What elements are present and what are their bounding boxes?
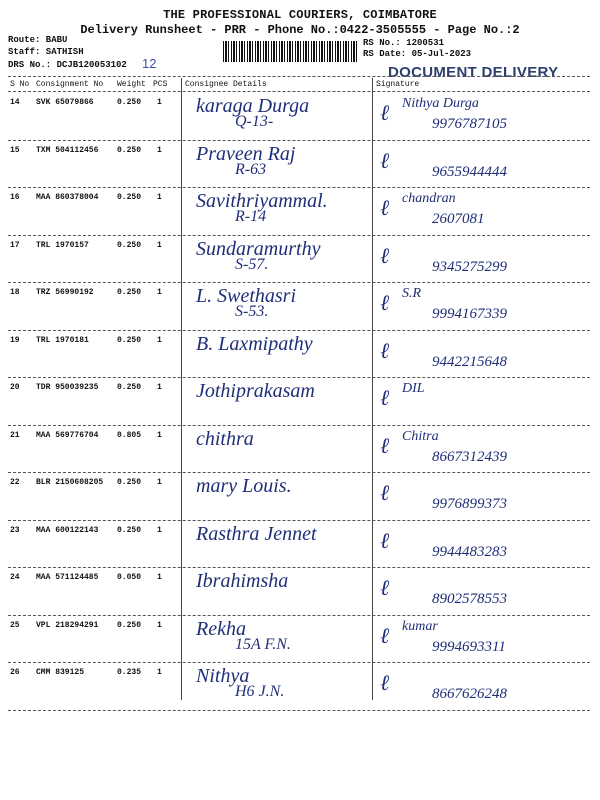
row-separator	[8, 567, 590, 568]
barcode	[223, 41, 358, 62]
row-signature: kumar	[402, 618, 438, 634]
row-sno: 20	[10, 383, 20, 392]
row-pcs: 1	[157, 98, 162, 107]
row-consignee-name: Rasthra Jennet	[196, 522, 317, 545]
row-weight: 0.250	[117, 98, 142, 107]
signature-mark: ℓ	[380, 100, 390, 125]
row-signature: DIL	[402, 381, 425, 396]
row-consignee-name: Savithriyammal.	[196, 190, 328, 212]
row-consignment: MAA 600122143	[36, 525, 99, 535]
row-phone: 8902578553	[432, 591, 507, 607]
row-phone: 9442215648	[432, 353, 507, 370]
row-sno: 21	[10, 430, 20, 440]
rs-number: RS No.: 1200531	[363, 38, 445, 48]
row-weight: 0.050	[117, 573, 142, 582]
row-pcs: 1	[157, 525, 162, 535]
row-sno: 14	[10, 98, 20, 107]
row-sno: 26	[10, 668, 20, 677]
row-consignee-name: Sundaramurthy	[196, 237, 321, 260]
row-consignee-name: karaga Durga	[196, 95, 310, 117]
row-consignee-extra: R-14	[235, 208, 267, 225]
col-pcs: PCS	[153, 80, 168, 89]
signature-mark: ℓ	[380, 195, 390, 220]
row-consignee-extra: S-53.	[235, 303, 269, 320]
row-phone: 8667626248	[432, 686, 507, 702]
row-consignee-name: chithra	[196, 427, 254, 450]
row-consignee-extra: S-57.	[235, 255, 269, 273]
rs-date: RS Date: 05-Jul-2023	[363, 49, 472, 59]
row-sno: 22	[10, 478, 20, 487]
row-consignee-name: Praveen Raj	[196, 142, 296, 165]
row-consignment: TDR 950039235	[36, 383, 99, 392]
row-weight: 0.250	[117, 288, 142, 297]
row-pcs: 1	[157, 430, 162, 440]
row-weight: 0.805	[117, 430, 142, 440]
row-separator	[8, 425, 590, 426]
document-delivery-stamp: DOCUMENT DELIVERY	[388, 64, 559, 81]
row-pcs: 1	[157, 620, 162, 630]
row-signature: chandran	[402, 191, 456, 206]
row-pcs: 1	[157, 240, 162, 250]
row-separator	[8, 330, 590, 331]
row-weight: 0.250	[117, 478, 142, 487]
row-sno: 17	[10, 240, 20, 250]
row-consignee-extra: Q-13-	[235, 113, 274, 130]
signature-mark: ℓ	[380, 622, 390, 648]
signature-mark: ℓ	[380, 480, 390, 505]
row-phone: 9976899373	[432, 496, 507, 512]
row-weight: 0.235	[117, 668, 142, 677]
row-pcs: 1	[157, 573, 162, 582]
drs-number: DRS No.: DCJB120053102	[8, 60, 127, 70]
row-phone: 2607081	[432, 211, 485, 227]
row-consignment: MAA 571124485	[36, 573, 99, 582]
row-consignment: TRL 1970181	[36, 335, 89, 345]
row-phone: 9994167339	[432, 306, 507, 322]
row-phone: 9655944444	[432, 163, 507, 180]
signature-mark: ℓ	[380, 575, 390, 600]
row-consignment: TRL 1970157	[36, 240, 89, 250]
row-weight: 0.250	[117, 620, 142, 630]
row-consignee-name: Ibrahimsha	[196, 570, 289, 592]
row-weight: 0.250	[117, 525, 142, 535]
row-sno: 23	[10, 525, 20, 535]
signature-mark: ℓ	[380, 385, 390, 410]
col-consignment: Consignment No	[36, 80, 104, 89]
row-consignee-name: Nithya	[196, 665, 250, 687]
row-pcs: 1	[157, 668, 162, 677]
row-separator	[8, 187, 590, 188]
row-phone: 8667312439	[432, 448, 507, 465]
signature-mark: ℓ	[380, 527, 390, 553]
row-consignment: SVK 65079866	[36, 98, 94, 107]
row-consignee-extra: R-63	[235, 160, 267, 178]
row-consignee-extra: H6 J.N.	[235, 683, 285, 700]
row-consignee-name: Rekha	[196, 617, 246, 640]
row-weight: 0.250	[117, 335, 142, 345]
row-separator	[8, 377, 590, 378]
row-separator	[8, 520, 590, 521]
row-separator	[8, 710, 590, 711]
row-consignment: TXM 504112456	[36, 145, 99, 155]
row-sno: 15	[10, 145, 20, 155]
col-signature: Signature	[376, 80, 420, 89]
signature-mark: ℓ	[380, 432, 390, 458]
drs-handwritten-mark: 12	[142, 56, 157, 71]
row-weight: 0.250	[117, 145, 142, 155]
row-phone: 9994693311	[432, 638, 506, 655]
row-phone: 9976787105	[432, 116, 507, 132]
signature-mark: ℓ	[380, 337, 390, 363]
row-signature: S.R	[402, 286, 422, 301]
row-signature: Nithya Durga	[402, 96, 479, 111]
row-weight: 0.250	[117, 193, 142, 202]
row-pcs: 1	[157, 145, 162, 155]
row-sno: 18	[10, 288, 20, 297]
row-consignee-extra: 15A F.N.	[235, 635, 291, 653]
row-consignment: CMM 839125	[36, 668, 85, 677]
row-pcs: 1	[157, 335, 162, 345]
row-consignee-name: B. Laxmipathy	[196, 332, 313, 355]
row-consignment: BLR 2150608205	[36, 478, 104, 487]
staff-label: Staff: SATHISH	[8, 47, 84, 57]
signature-mark: ℓ	[380, 242, 390, 268]
col-weight: Weight	[117, 80, 146, 89]
row-consignee-name: L. Swethasri	[196, 285, 297, 307]
row-pcs: 1	[157, 193, 162, 202]
row-separator	[8, 140, 590, 141]
row-sno: 25	[10, 620, 20, 630]
row-consignment: VPL 218294291	[36, 620, 99, 630]
row-sno: 19	[10, 335, 20, 345]
row-separator	[8, 662, 590, 663]
col-consignee: Consignee Details	[185, 80, 267, 89]
signature-mark: ℓ	[380, 290, 390, 315]
row-consignee-name: Jothiprakasam	[196, 380, 315, 402]
row-separator	[8, 615, 590, 616]
col-sno: S No	[10, 80, 30, 89]
row-weight: 0.250	[117, 240, 142, 250]
row-weight: 0.250	[117, 383, 142, 392]
signature-mark: ℓ	[380, 147, 390, 173]
row-consignment: TRZ 56990192	[36, 288, 94, 297]
row-separator	[8, 282, 590, 283]
runsheet-title: THE PROFESSIONAL COURIERS, COIMBATORE	[163, 8, 437, 22]
runsheet-subtitle: Delivery Runsheet - PRR - Phone No.:0422-3505555 - Page No.:2	[80, 23, 520, 37]
row-consignment: MAA 569776704	[36, 430, 99, 440]
row-consignment: MAA 860378004	[36, 193, 99, 202]
row-separator	[8, 472, 590, 473]
row-sno: 24	[10, 573, 20, 582]
row-signature: Chitra	[402, 428, 439, 444]
row-separator	[8, 235, 590, 236]
row-phone: 9944483283	[432, 543, 507, 560]
row-pcs: 1	[157, 383, 162, 392]
row-phone: 9345275299	[432, 258, 507, 275]
route-label: Route: BABU	[8, 35, 68, 45]
row-consignee-name: mary Louis.	[196, 475, 292, 497]
row-pcs: 1	[157, 288, 162, 297]
row-pcs: 1	[157, 478, 162, 487]
row-sno: 16	[10, 193, 20, 202]
signature-mark: ℓ	[380, 670, 390, 695]
